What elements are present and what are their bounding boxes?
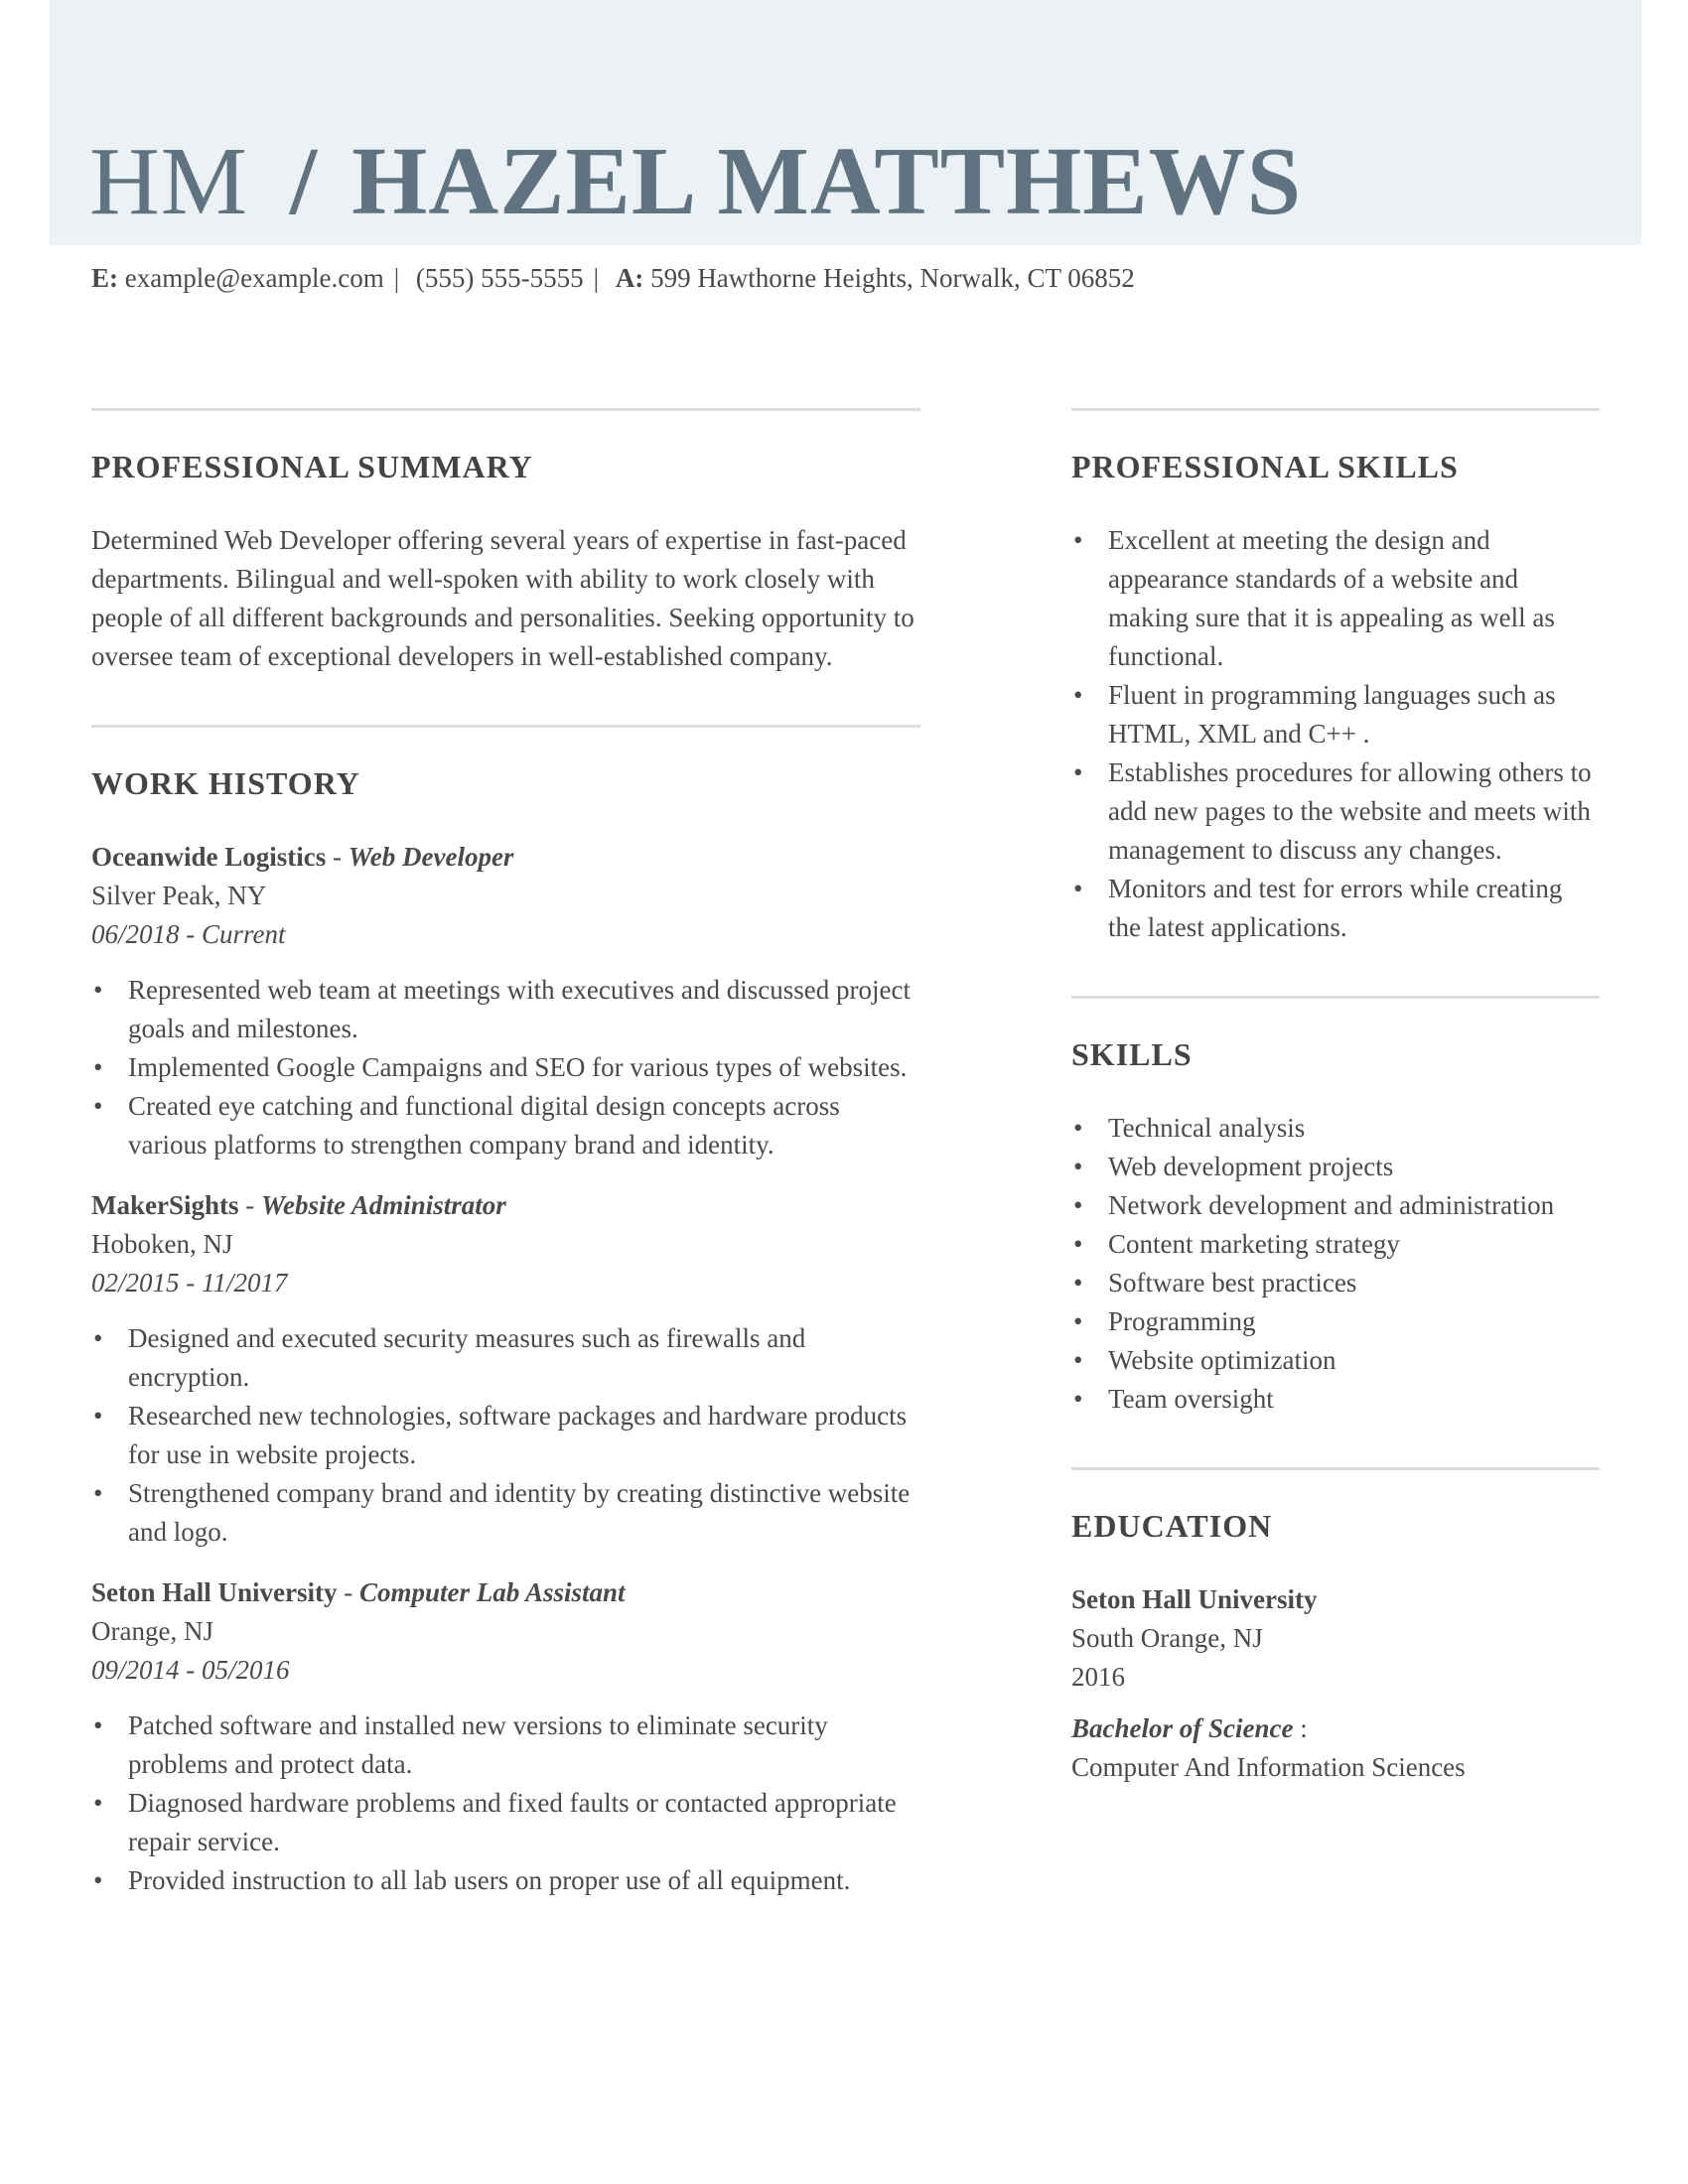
bullet-icon: • bbox=[1073, 680, 1083, 710]
bullet-icon: • bbox=[1073, 1306, 1083, 1336]
bullet-icon: • bbox=[1073, 1113, 1083, 1143]
job-location: Hoboken, NJ bbox=[91, 1229, 233, 1259]
summary-text: Determined Web Developer offering several years of expertise in fast-paced departments. Bilingual and well-spoken with ability to work closely with people of all different backgrounds and personalities. Seeking opportunity to oversee team of exceptional developers in well-established company. bbox=[91, 525, 914, 671]
bullet-icon: • bbox=[1073, 1152, 1083, 1181]
job-entry bbox=[91, 838, 920, 1164]
list-item-text: Created eye catching and functional digital design concepts across various platforms to strengthen company brand and identity. bbox=[128, 1091, 840, 1160]
skills-list bbox=[1071, 1109, 1600, 1419]
list-item bbox=[1071, 521, 1600, 676]
full-name: HAZEL MATTHEWS bbox=[352, 128, 1303, 235]
list-item bbox=[91, 1784, 920, 1861]
company-name: MakerSights bbox=[91, 1190, 239, 1220]
list-item-text: Content marketing strategy bbox=[1108, 1229, 1400, 1259]
job-dates: 09/2014 - 05/2016 bbox=[91, 1655, 290, 1685]
list-item bbox=[1071, 1264, 1600, 1302]
education-section bbox=[1071, 1467, 1600, 1787]
divider: | bbox=[593, 263, 600, 293]
section-heading: PROFESSIONAL SKILLS bbox=[1071, 449, 1459, 484]
pro-skills-list bbox=[1071, 521, 1600, 947]
title-dash: - bbox=[337, 1577, 359, 1607]
job-bullets bbox=[91, 971, 920, 1164]
list-item-text: Web development projects bbox=[1108, 1152, 1394, 1181]
list-item bbox=[91, 971, 920, 1048]
degree-colon: : bbox=[1293, 1713, 1308, 1743]
section-heading: WORK HISTORY bbox=[91, 765, 360, 801]
bullet-icon: • bbox=[93, 1788, 103, 1818]
work-section bbox=[91, 725, 920, 1900]
list-item-text: Diagnosed hardware problems and fixed faults or contacted appropriate repair service. bbox=[128, 1788, 897, 1856]
bullet-icon: • bbox=[93, 1401, 103, 1431]
job-dates: 02/2015 - 11/2017 bbox=[91, 1268, 288, 1297]
list-item bbox=[1071, 1225, 1600, 1264]
list-item-text: Provided instruction to all lab users on proper use of all equipment. bbox=[128, 1865, 851, 1895]
job-entry bbox=[91, 1573, 920, 1900]
bullet-icon: • bbox=[93, 1710, 103, 1740]
phone[interactable]: (555) 555-5555 bbox=[415, 263, 584, 293]
bullet-icon: • bbox=[1073, 1229, 1083, 1259]
list-item-text: Designed and executed security measures such as firewalls and encryption. bbox=[128, 1323, 806, 1392]
job-title: Web Developer bbox=[348, 842, 514, 872]
list-item bbox=[91, 1474, 920, 1552]
bullet-icon: • bbox=[1073, 757, 1083, 787]
list-item bbox=[91, 1087, 920, 1164]
list-item-text: Implemented Google Campaigns and SEO for various types of websites. bbox=[128, 1052, 908, 1082]
bullet-icon: • bbox=[1073, 874, 1083, 903]
list-item-text: Team oversight bbox=[1108, 1384, 1274, 1414]
section-heading: EDUCATION bbox=[1071, 1508, 1273, 1544]
candidate-name bbox=[89, 127, 1302, 236]
list-item bbox=[1071, 753, 1600, 870]
bullet-icon: • bbox=[1073, 1384, 1083, 1414]
list-item bbox=[91, 1397, 920, 1474]
list-item-text: Website optimization bbox=[1108, 1345, 1336, 1375]
title-dash: - bbox=[238, 1190, 261, 1220]
list-item bbox=[1071, 1302, 1600, 1341]
field-of-study: Computer And Information Sciences bbox=[1071, 1752, 1466, 1782]
list-item-text: Software best practices bbox=[1108, 1268, 1357, 1297]
bullet-icon: • bbox=[1073, 1268, 1083, 1297]
list-item bbox=[1071, 870, 1600, 947]
divider bbox=[91, 725, 920, 728]
right-column bbox=[1071, 408, 1600, 1787]
job-dates: 06/2018 - Current bbox=[91, 919, 286, 949]
summary-section bbox=[91, 408, 920, 676]
list-item-text: Technical analysis bbox=[1108, 1113, 1306, 1143]
list-item bbox=[91, 1706, 920, 1784]
company-name: Seton Hall University bbox=[91, 1577, 338, 1607]
bullet-icon: • bbox=[93, 1091, 103, 1121]
list-item bbox=[91, 1319, 920, 1397]
divider bbox=[1071, 408, 1600, 411]
bullet-icon: • bbox=[93, 975, 103, 1005]
address: 599 Hawthorne Heights, Norwalk, CT 06852 bbox=[650, 263, 1135, 293]
list-item-text: Establishes procedures for allowing others to add new pages to the website and meets with management to discuss any changes. bbox=[1108, 757, 1592, 865]
skills-section bbox=[1071, 996, 1600, 1419]
bullet-icon: • bbox=[93, 1865, 103, 1895]
bullet-icon: • bbox=[1073, 1190, 1083, 1220]
list-item-text: Excellent at meeting the design and appearance standards of a website and making sure that it is appealing as well as functional. bbox=[1108, 525, 1555, 671]
list-item-text: Represented web team at meetings with executives and discussed project goals and milestones. bbox=[128, 975, 911, 1043]
bullet-icon: • bbox=[93, 1478, 103, 1508]
list-item-text: Patched software and installed new versions to eliminate security problems and protect data. bbox=[128, 1710, 828, 1779]
title-dash: - bbox=[326, 842, 349, 872]
job-entry bbox=[91, 1186, 920, 1552]
email-label: E: bbox=[91, 263, 118, 293]
school-location: South Orange, NJ bbox=[1071, 1623, 1263, 1653]
job-title-line bbox=[91, 838, 920, 877]
job-list bbox=[91, 838, 920, 1900]
degree-line bbox=[1071, 1709, 1600, 1748]
list-item-text: Monitors and test for errors while creating the latest applications. bbox=[1108, 874, 1563, 942]
section-heading: SKILLS bbox=[1071, 1036, 1193, 1072]
bullet-icon: • bbox=[93, 1323, 103, 1353]
list-item bbox=[91, 1861, 920, 1900]
job-title: Website Administrator bbox=[261, 1190, 506, 1220]
list-item-text: Programming bbox=[1108, 1306, 1256, 1336]
left-column bbox=[91, 408, 920, 1922]
job-bullets bbox=[91, 1319, 920, 1552]
list-item bbox=[1071, 676, 1600, 753]
divider bbox=[91, 408, 920, 411]
address-label: A: bbox=[615, 263, 644, 293]
divider: | bbox=[393, 263, 400, 293]
initials: HM bbox=[89, 128, 248, 235]
divider bbox=[1071, 1467, 1600, 1470]
section-heading: PROFESSIONAL SUMMARY bbox=[91, 449, 533, 484]
bullet-icon: • bbox=[1073, 525, 1083, 555]
job-title: Computer Lab Assistant bbox=[359, 1577, 626, 1607]
degree: Bachelor of Science bbox=[1071, 1713, 1294, 1743]
name-separator: / bbox=[289, 128, 319, 235]
pro-skills-section bbox=[1071, 408, 1600, 947]
list-item bbox=[1071, 1148, 1600, 1186]
bullet-icon: • bbox=[93, 1052, 103, 1082]
school-name: Seton Hall University bbox=[1071, 1584, 1318, 1614]
list-item bbox=[1071, 1341, 1600, 1380]
contact-line bbox=[91, 260, 1135, 296]
list-item bbox=[1071, 1380, 1600, 1419]
list-item bbox=[1071, 1109, 1600, 1148]
list-item-text: Fluent in programming languages such as HTML, XML and C++ . bbox=[1108, 680, 1556, 749]
job-location: Orange, NJ bbox=[91, 1616, 213, 1646]
list-item bbox=[1071, 1186, 1600, 1225]
list-item bbox=[91, 1048, 920, 1087]
list-item-text: Network development and administration bbox=[1108, 1190, 1555, 1220]
job-title-line bbox=[91, 1186, 920, 1225]
bullet-icon: • bbox=[1073, 1345, 1083, 1375]
divider bbox=[1071, 996, 1600, 999]
graduation-year: 2016 bbox=[1071, 1662, 1125, 1692]
email[interactable]: example@example.com bbox=[124, 263, 384, 293]
list-item-text: Researched new technologies, software packages and hardware products for use in website projects. bbox=[128, 1401, 908, 1469]
job-bullets bbox=[91, 1706, 920, 1900]
list-item-text: Strengthened company brand and identity by creating distinctive website and logo. bbox=[128, 1478, 911, 1547]
job-title-line bbox=[91, 1573, 920, 1612]
job-location: Silver Peak, NY bbox=[91, 881, 267, 910]
company-name: Oceanwide Logistics bbox=[91, 842, 327, 872]
